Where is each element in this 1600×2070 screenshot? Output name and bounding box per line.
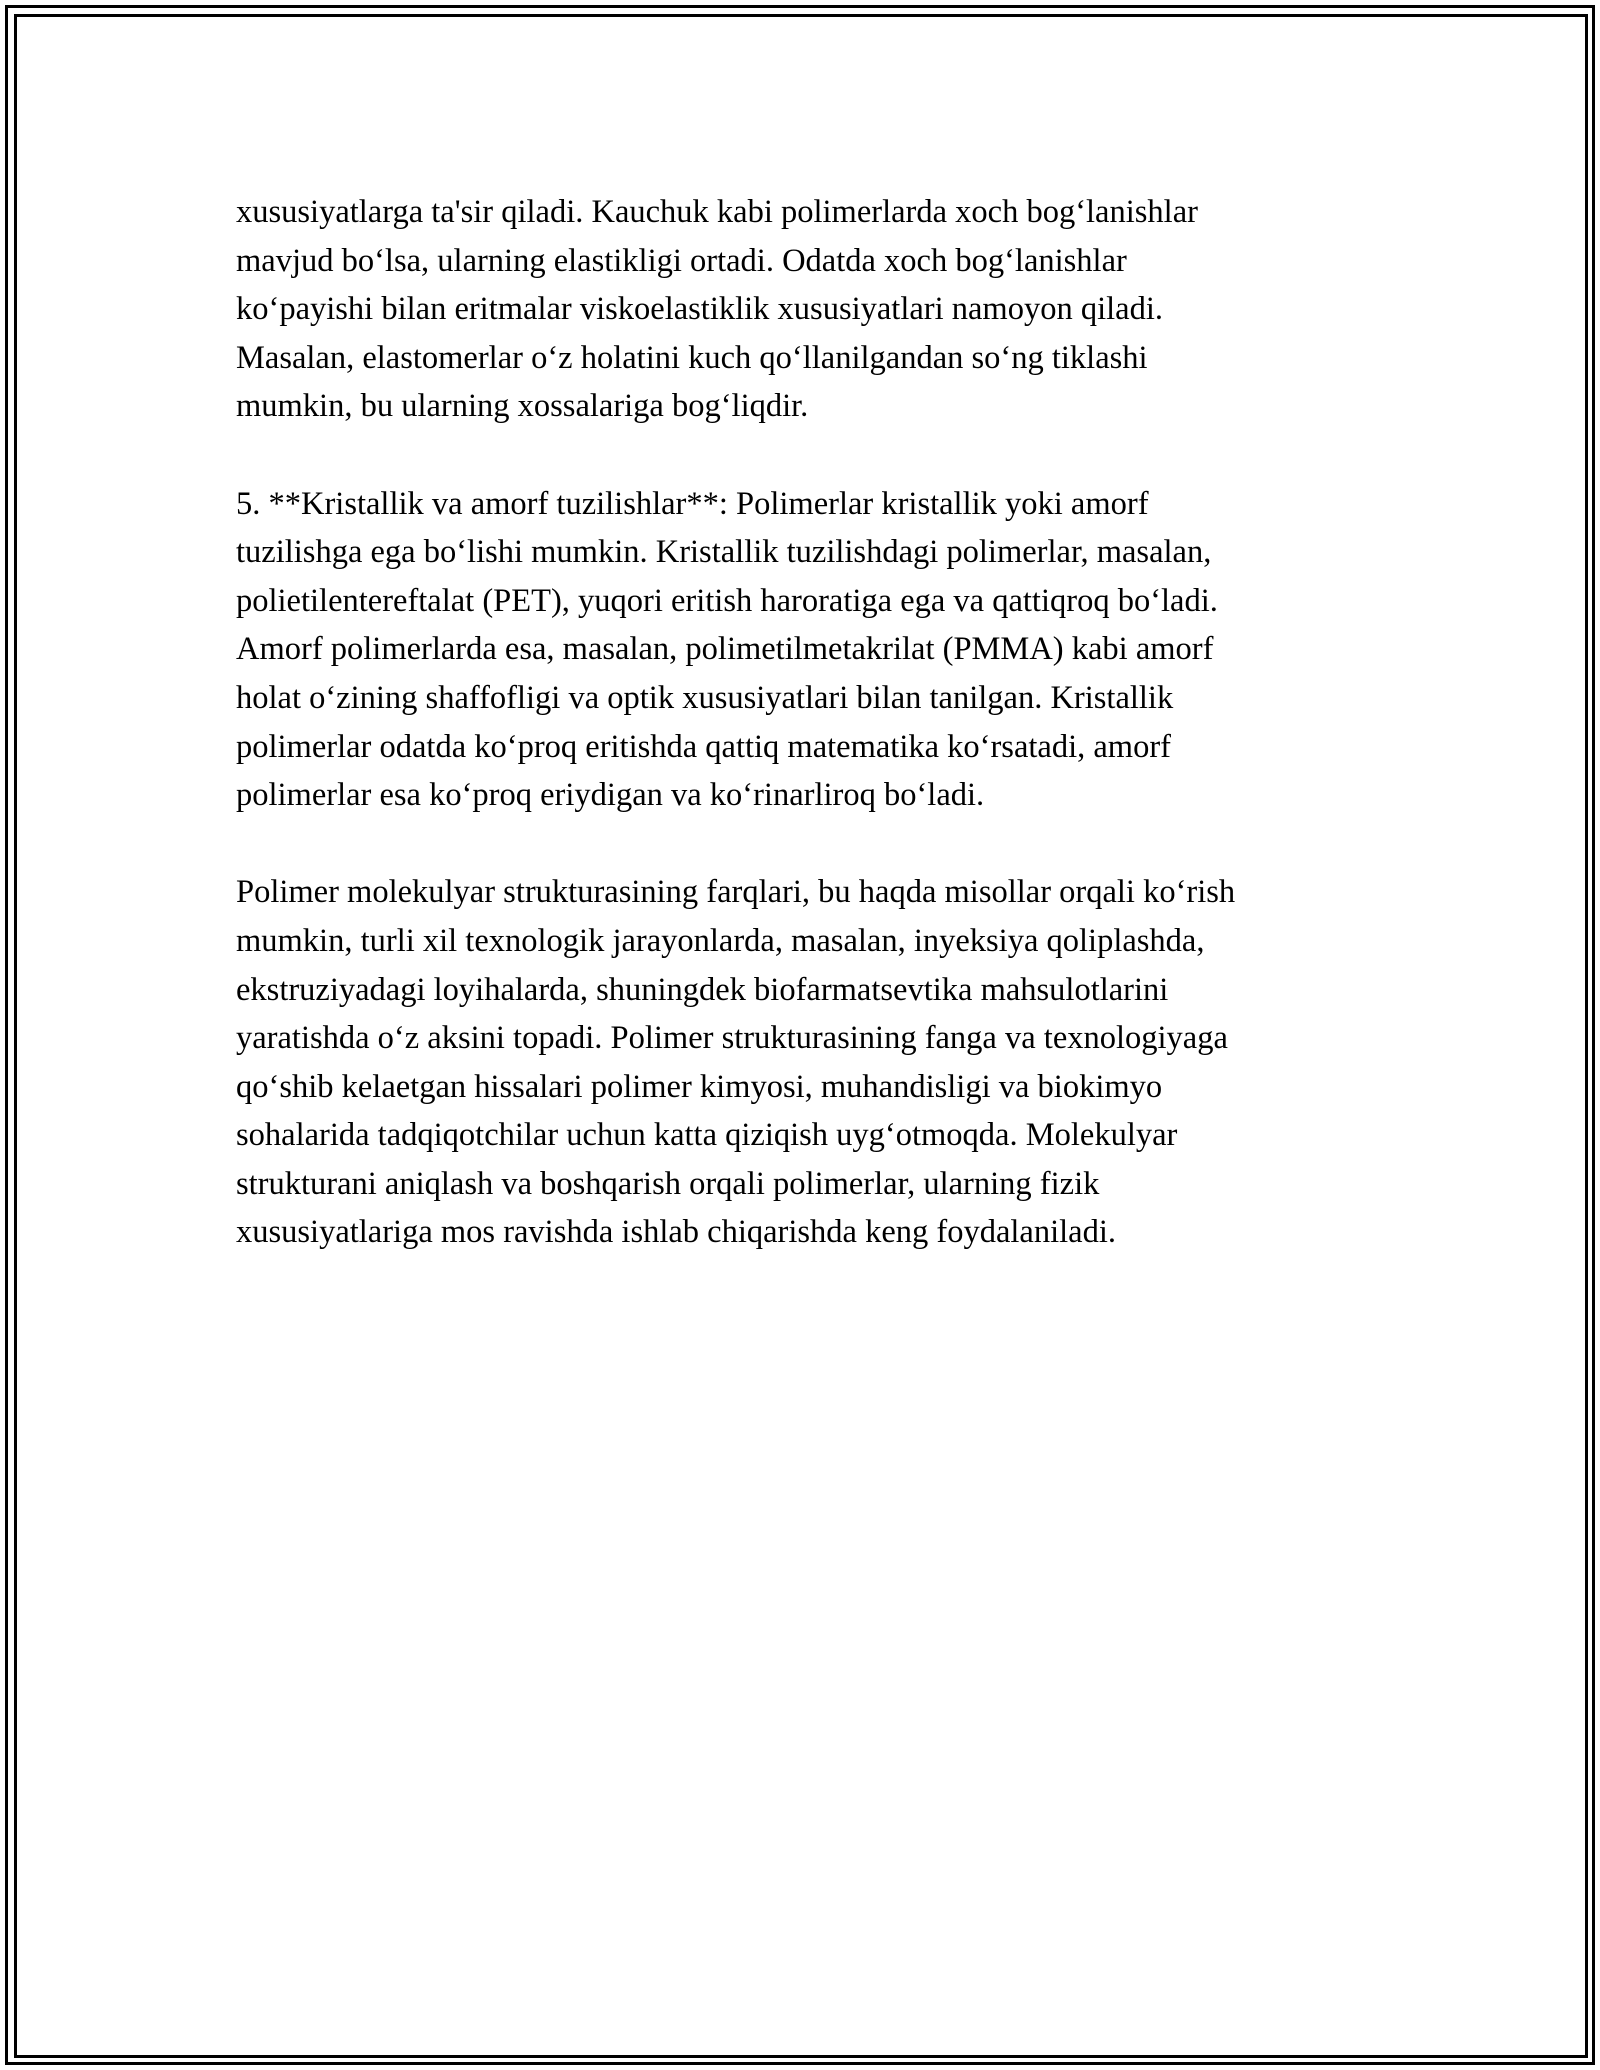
paragraph-crystalline-amorphous	[236, 480, 1376, 820]
document-body	[236, 188, 1376, 1306]
text-line: xususiyatlariga mos ravishda ishlab chiqarishda keng foydalaniladi.	[236, 1214, 1116, 1251]
text-line: mumkin, bu ularning xossalariga bog‘liqdir.	[236, 388, 809, 425]
text-line: Polimer molekulyar strukturasining farqlari, bu haqda misollar orqali ko‘rish	[236, 874, 1236, 911]
text-line: yaratishda o‘z aksini topadi. Polimer strukturasining fanga va texnologiyaga	[236, 1020, 1228, 1057]
text-line: polimerlar esa ko‘proq eriydigan va ko‘rinarliroq bo‘ladi.	[236, 777, 985, 814]
text-line: mumkin, turli xil texnologik jarayonlarda, masalan, inyeksiya qoliplashda,	[236, 922, 1205, 959]
text-line: Masalan, elastomerlar o‘z holatini kuch qo‘llanilgandan so‘ng tiklashi	[236, 339, 1148, 376]
text-line: tuzilishga ega bo‘lishi mumkin. Kristallik tuzilishdagi polimerlar, masalan,	[236, 534, 1212, 571]
text-line: polimerlar odatda ko‘proq eritishda qattiq matematika ko‘rsatadi, amorf	[236, 728, 1171, 765]
text-line: sohalarida tadqiqotchilar uchun katta qiziqish uyg‘otmoqda. Molekulyar	[236, 1117, 1178, 1154]
text-line: mavjud bo‘lsa, ularning elastikligi ortadi. Odatda xoch bog‘lanishlar	[236, 242, 1127, 279]
text-line: polietilentereftalat (PET), yuqori eritish haroratiga ega va qattiqroq bo‘ladi.	[236, 582, 1218, 619]
text-line: 5. **Kristallik va amorf tuzilishlar**: Polimerlar kristallik yoki amorf	[236, 485, 1149, 522]
text-line: qo‘shib kelaetgan hissalari polimer kimyosi, muhandisligi va biokimyo	[236, 1068, 1163, 1105]
paragraph-crosslinking	[236, 188, 1376, 431]
text-line: xususiyatlarga ta'sir qiladi. Kauchuk kabi polimerlarda xoch bog‘lanishlar	[236, 194, 1198, 230]
text-line: holat o‘zining shaffofligi va optik xususiyatlari bilan tanilgan. Kristallik	[236, 679, 1174, 716]
text-line: Amorf polimerlarda esa, masalan, polimetilmetakrilat (PMMA) kabi amorf	[236, 631, 1214, 668]
text-line: strukturani aniqlash va boshqarish orqali polimerlar, ularning fizik	[236, 1165, 1100, 1202]
text-line: ekstruziyadagi loyihalarda, shuningdek biofarmatsevtika mahsulotlarini	[236, 971, 1169, 1008]
paragraph-conclusion	[236, 868, 1376, 1257]
text-line: ko‘payishi bilan eritmalar viskoelastiklik xususiyatlari namoyon qiladi.	[236, 291, 1163, 328]
